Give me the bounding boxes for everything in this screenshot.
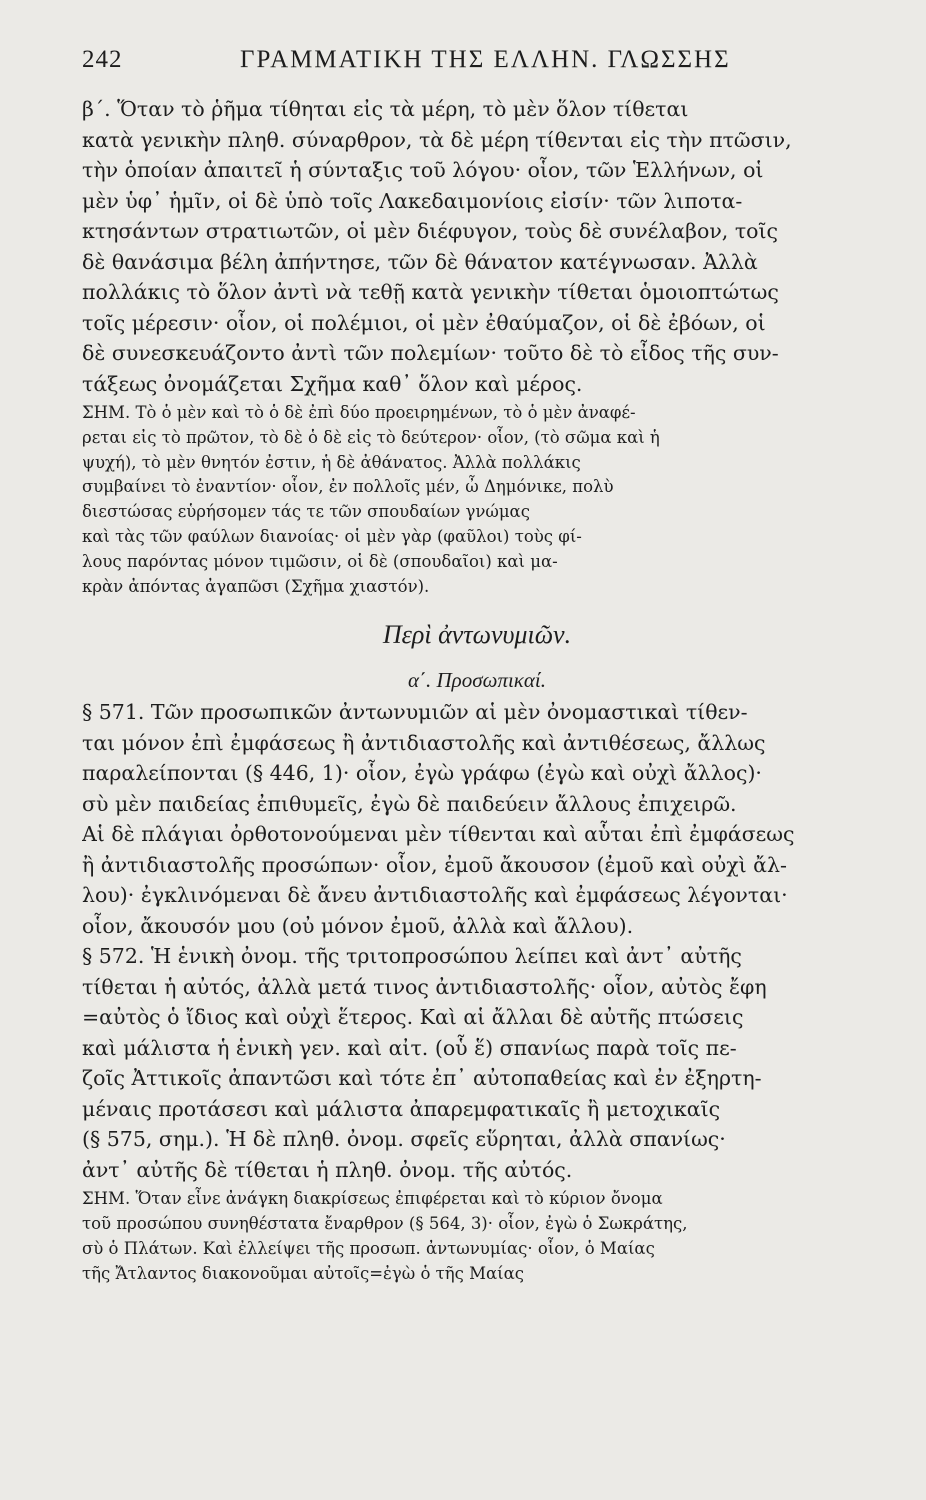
note-line: λους παρόντας μόνον τιμῶσιν, οἱ δὲ (σπουδαῖοι) καὶ μα- (82, 551, 558, 571)
note-line: κρὰν ἀπόντας ἀγαπῶσι (Σχῆμα χιαστόν). (82, 576, 430, 596)
text-line: τὴν ὁποίαν ἀπαιτεῖ ἡ σύνταξις τοῦ λόγου· οἷον, τῶν Ἑλλήνων, οἱ (82, 158, 764, 182)
text-line: οἷον, ἄκουσόν μου (οὐ μόνον ἐμοῦ, ἀλλὰ καὶ ἄλλου). (82, 913, 634, 938)
note-line: ΣΗΜ. Τὸ ὁ μὲν καὶ τὸ ὁ δὲ ἐπὶ δύο προειρημένων, τὸ ὁ μὲν ἀναφέ- (82, 403, 636, 422)
text-line: ζοῖς Ἀττικοῖς ἀπαντῶσι καὶ τότε ἐπ᾽ αὐτοπαθείας καὶ ἐν ἐξηρτη- (82, 1066, 762, 1091)
text-line: δὲ συνεσκευάζοντο ἀντὶ τῶν πολεμίων· τοῦτο δὲ τὸ εἶδος τῆς συν- (82, 341, 779, 365)
text-line: (§ 575, σημ.). Ἡ δὲ πληθ. ὀνομ. σφεῖς εὕρηται, ἀλλὰ σπανίως· (82, 1127, 726, 1152)
text-line: παραλείπονται (§ 446, 1)· οἷον, ἐγὼ γράφω (ἐγὼ καὶ οὐχὶ ἄλλος)· (82, 761, 762, 786)
note-line: ψυχή), τὸ μὲν θνητόν ἐστιν, ἡ δὲ ἀθάνατος. Ἀλλὰ πολλάκις (82, 452, 581, 472)
text-line: τοῖς μέρεσιν· οἷον, οἱ πολέμιοι, οἱ μὲν ἐθαύμαζον, οἱ δὲ ἐβόων, οἱ (82, 310, 766, 335)
text-line: πολλάκις τὸ ὅλον ἀντὶ νὰ τεθῇ κατὰ γενικὴν τίθεται ὁμοιοπτώτως (82, 280, 779, 304)
section-heading: Περὶ ἀντωνυμιῶν. (382, 620, 572, 650)
page-number: 242 (82, 46, 123, 73)
subsection-heading: α΄. Προσωπικαί. (408, 668, 546, 693)
text-line: ἀντ᾽ αὐτῆς δὲ τίθεται ἡ πληθ. ὀνομ. τῆς αὐτός. (82, 1157, 573, 1182)
text-line: ἢ ἀντιδιαστολῆς προσώπων· οἷον, ἐμοῦ ἄκουσον (ἐμοῦ καὶ οὐχὶ ἄλ- (82, 852, 787, 877)
note-line: τῆς Ἄτλαντος διακονοῦμαι αὐτοῖς=ἐγὼ ὁ τῆς Μαίας (82, 1263, 525, 1283)
note-line: συμβαίνει τὸ ἐναντίον· οἷον, ἐν πολλοῖς μέν, ὦ Δημόνικε, πολὺ (82, 477, 614, 497)
note-line: διεστώσας εὑρήσομεν τάς τε τῶν σπουδαίων γνώμας (82, 502, 530, 522)
note-line: ρεται εἰς τὸ πρῶτον, τὸ δὲ ὁ δὲ εἰς τὸ δεύτερον· οἷον, (τὸ σῶμα καὶ ἡ (82, 427, 660, 447)
text-line: ται μόνον ἐπὶ ἐμφάσεως ἢ ἀντιδιαστολῆς καὶ ἀντιθέσεως, ἄλλως (82, 730, 766, 755)
paragraph-b (82, 94, 872, 399)
text-line: τίθεται ἡ αὐτός, ἀλλὰ μετά τινος ἀντιδιαστολῆς· οἷον, αὐτὸς ἔφη (82, 974, 767, 999)
text-line: δὲ θανάσιμα βέλη ἀπήντησε, τῶν δὲ θάνατον κατέγνωσαν. Ἀλλὰ (82, 249, 758, 274)
paragraph-572 (82, 941, 872, 1185)
text-line: σὺ μὲν παιδείας ἐπιθυμεῖς, ἐγὼ δὲ παιδεύειν ἄλλους ἐπιχειρῶ. (82, 791, 737, 816)
text-line: § 571. Τῶν προσωπικῶν ἀντωνυμιῶν αἱ μὲν ὀνομαστικαὶ τίθεν- (82, 700, 748, 725)
text-line: κατὰ γενικὴν πληθ. σύναρθρον, τὰ δὲ μέρη τίθενται εἰς τὴν πτῶσιν, (82, 127, 792, 152)
note-line: τοῦ προσώπου συνηθέστατα ἔναρθρον (§ 564, 3)· οἷον, ἐγὼ ὁ Σωκράτης, (82, 1214, 688, 1234)
text-line: μέναις προτάσεσι καὶ μάλιστα ἀπαρεμφατικαῖς ἢ μετοχικαῖς (82, 1096, 721, 1121)
note-line: σὺ ὁ Πλάτων. Καὶ ἐλλείψει τῆς προσωπ. ἀντωνυμίας· οἷον, ὁ Μαίας (82, 1238, 655, 1258)
text-line: μὲν ὑφ᾽ ἡμῖν, οἱ δὲ ὑπὸ τοῖς Λακεδαιμονίοις εἰσίν· τῶν λιποτα- (82, 188, 743, 213)
text-line: τάξεως ὀνομάζεται Σχῆμα καθ᾽ ὅλον καὶ μέρος. (82, 371, 583, 396)
page-body (82, 94, 872, 1287)
text-line: κτησάντων στρατιωτῶν, οἱ μὲν διέφυγον, τοὺς δὲ συνέλαβον, τοῖς (82, 219, 779, 243)
text-line: β΄. Ὅταν τὸ ῥῆμα τίθηται εἰς τὰ μέρη, τὸ μὲν ὅλον τίθεται (82, 97, 689, 121)
note-line: καὶ τὰς τῶν φαύλων διανοίας· οἱ μὲν γὰρ (φαῦλοι) τοὺς φί- (82, 526, 582, 546)
text-line: καὶ μάλιστα ἡ ἑνικὴ γεν. καὶ αἰτ. (οὗ ἕ) σπανίως παρὰ τοῖς πε- (82, 1035, 737, 1060)
text-line: =αὐτὸς ὁ ἴδιος καὶ οὐχὶ ἕτερος. Καὶ αἱ ἄλλαι δὲ αὐτῆς πτώσεις (82, 1005, 744, 1030)
page-header (82, 46, 862, 86)
note-2 (82, 1187, 872, 1286)
note-1 (82, 401, 872, 599)
text-line: λου)· ἐγκλινόμεναι δὲ ἄνευ ἀντιδιαστολῆς καὶ ἐμφάσεως λέγονται· (82, 883, 788, 908)
note-line: ΣΗΜ. Ὅταν εἶνε ἀνάγκη διακρίσεως ἐπιφέρεται καὶ τὸ κύριον ὄνομα (82, 1189, 663, 1209)
paragraph-571 (82, 697, 872, 941)
text-line: § 572. Ἡ ἑνικὴ ὀνομ. τῆς τριτοπροσώπου λείπει καὶ ἀντ᾽ αὐτῆς (82, 944, 742, 969)
text-line: Αἱ δὲ πλάγιαι ὀρθοτονούμεναι μὲν τίθενται καὶ αὗται ἐπὶ ἐμφάσεως (82, 822, 795, 847)
running-title: ΓΡΑΜΜΑΤΙΚΗ ΤΗΣ ΕΛΛΗΝ. ΓΛΩΣΣΗΣ (240, 46, 731, 73)
